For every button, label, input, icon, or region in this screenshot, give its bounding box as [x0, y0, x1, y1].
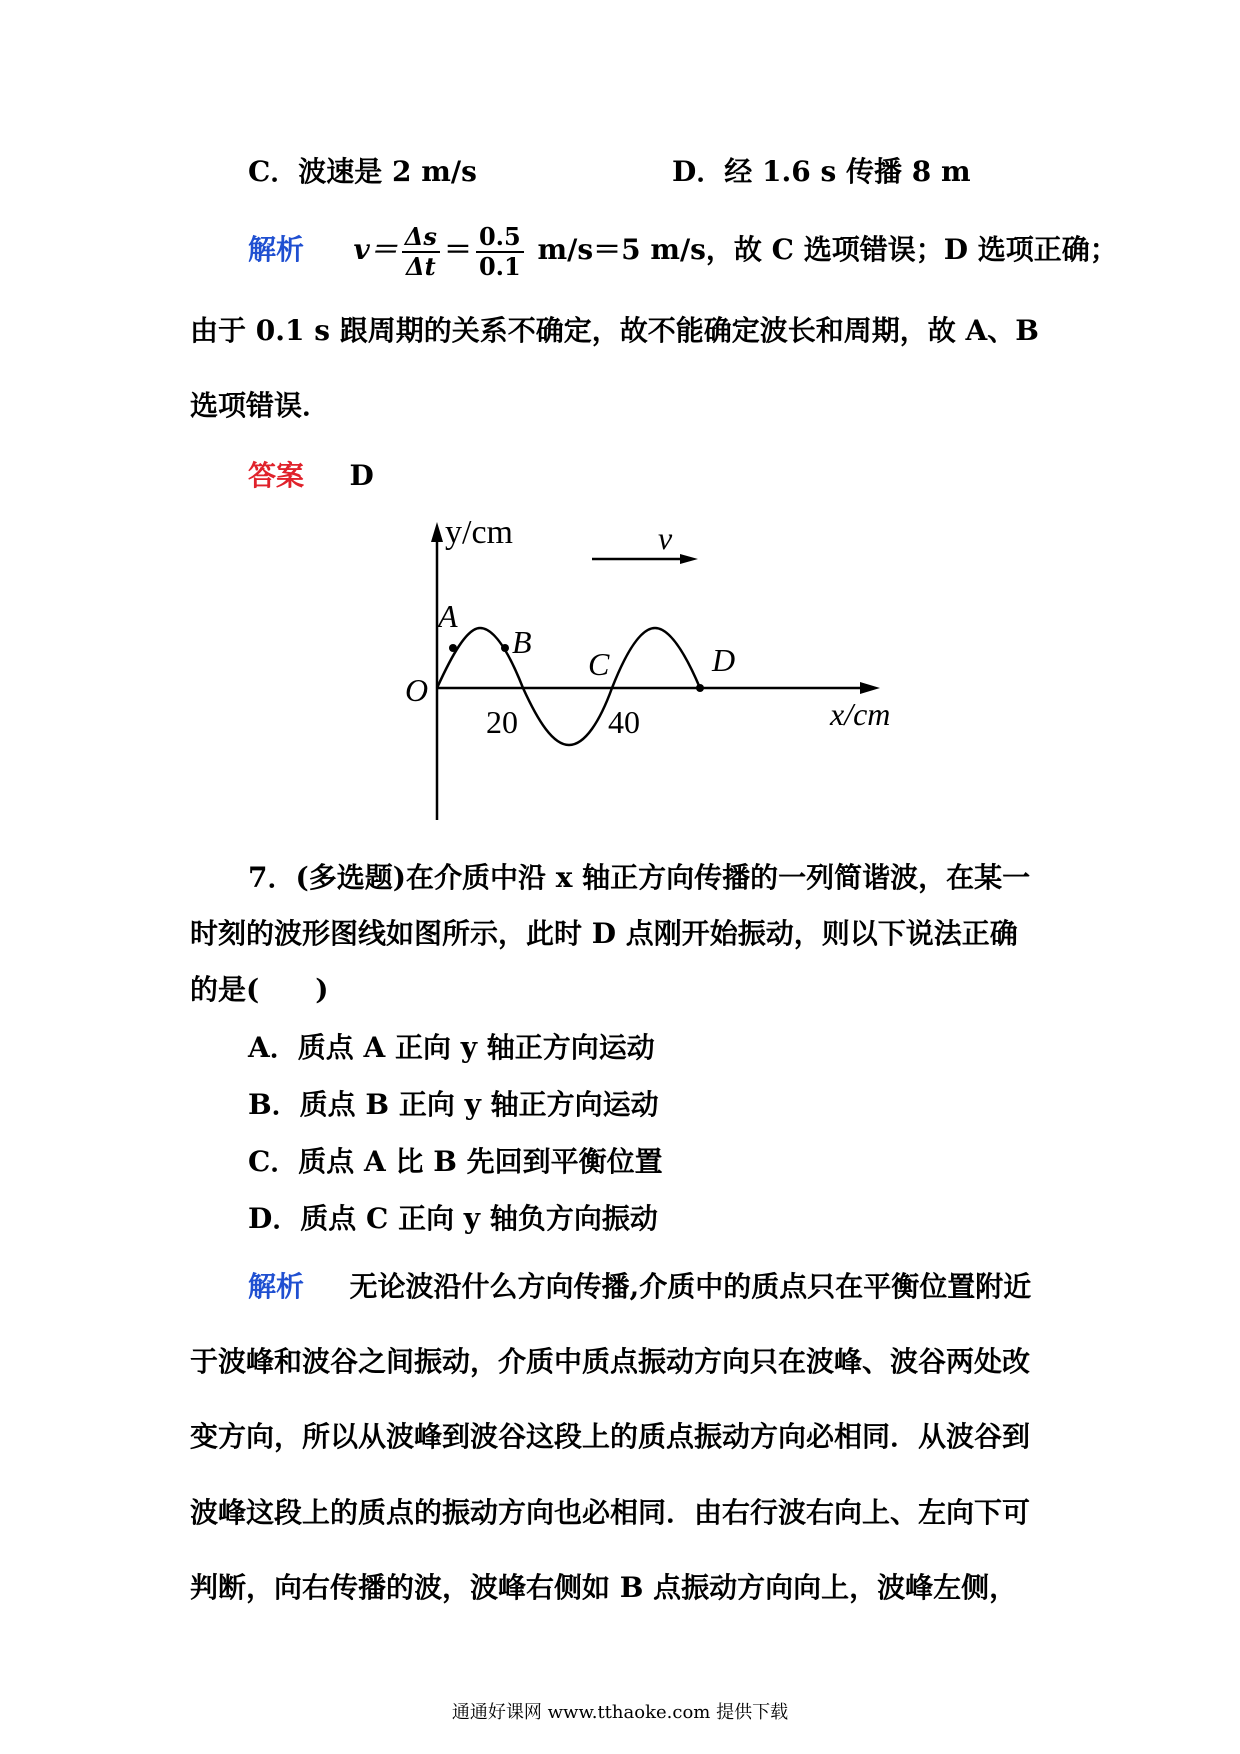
- option-b: B．质点 B 正向 y 轴正方向运动: [248, 1088, 659, 1121]
- solution-2-line-4: 波峰这段上的质点的振动方向也必相同．由右行波右向上、左向下可: [190, 1496, 1031, 1529]
- solution-2-line-5: 判断，向右传播的波，波峰右侧如 B 点振动方向向上，波峰左侧，: [190, 1571, 1018, 1604]
- y-axis-arrowhead: [431, 522, 443, 542]
- question-7-line-2: 时刻的波形图线如图所示，此时 D 点刚开始振动，则以下说法正确: [190, 917, 1018, 950]
- question-7-line-1: 7．(多选题)在介质中沿 x 轴正方向传播的一列简谐波，在某一: [248, 861, 1031, 894]
- option-c-prev: C．波速是 2 m/s: [248, 155, 477, 188]
- solution-2-line-1: [248, 1267, 1031, 1307]
- x-axis-label: x/cm: [830, 696, 891, 732]
- x-tick-20: 20: [486, 704, 518, 740]
- y-axis-label: y/cm: [445, 514, 513, 551]
- option-d: D．质点 C 正向 y 轴负方向振动: [248, 1202, 658, 1235]
- point-b-label: B: [512, 624, 532, 660]
- answer-line: [248, 456, 374, 496]
- solution-label: 解析: [248, 1270, 305, 1303]
- formula-rest: m/s＝5 m/s，故 C 选项错误；D 选项正确；: [527, 233, 1118, 266]
- answer-value: D: [349, 459, 374, 492]
- formula-lhs: v＝: [353, 233, 398, 266]
- wave-curve: [437, 628, 700, 745]
- fraction-denominator: Δt: [406, 251, 436, 281]
- point-c-label: C: [588, 646, 610, 682]
- solution-2-line-3: 变方向，所以从波峰到波谷这段上的质点振动方向必相同．从波谷到: [190, 1420, 1031, 1453]
- origin-label: O: [405, 672, 429, 708]
- x-tick-40: 40: [608, 704, 640, 740]
- answer-label: 答案: [248, 459, 305, 492]
- point-d-label: D: [712, 642, 736, 678]
- page-footer: 通通好课网 www.tthaoke.com 提供下载: [451, 1702, 789, 1723]
- point-d-marker: [696, 684, 704, 692]
- fraction-numerator: Δs: [402, 223, 440, 253]
- point-a-label: A: [438, 598, 458, 634]
- question-7-line-3: 的是( ): [190, 973, 329, 1006]
- option-c: C．质点 A 比 B 先回到平衡位置: [248, 1145, 663, 1178]
- x-axis-arrowhead: [860, 682, 880, 694]
- option-a: A．质点 A 正向 y 轴正方向运动: [248, 1031, 655, 1064]
- solution-1-line-1: [248, 221, 1118, 281]
- velocity-label: v: [658, 520, 673, 556]
- fraction-denominator: 0.1: [478, 251, 521, 281]
- velocity-arrowhead: [680, 554, 698, 564]
- fraction-values: [476, 223, 524, 281]
- point-b-marker: [501, 644, 509, 652]
- formula-equals: ＝: [443, 233, 472, 266]
- point-a-marker: [449, 644, 457, 652]
- solution-2-text-1: 无论波沿什么方向传播,介质中的质点只在平衡位置附近: [349, 1270, 1032, 1303]
- solution-1-line-3: 选项错误．: [190, 389, 331, 422]
- option-d-prev: D．经 1.6 s 传播 8 m: [672, 155, 971, 188]
- solution-2-line-2: 于波峰和波谷之间振动，介质中质点振动方向只在波峰、波谷两处改: [190, 1345, 1031, 1378]
- solution-1-line-2: 由于 0.1 s 跟周期的关系不确定，故不能确定波长和周期，故 A、B: [190, 314, 1039, 347]
- solution-label: 解析: [248, 233, 305, 266]
- fraction-numerator: 0.5: [476, 223, 524, 253]
- fraction-delta: [402, 223, 440, 281]
